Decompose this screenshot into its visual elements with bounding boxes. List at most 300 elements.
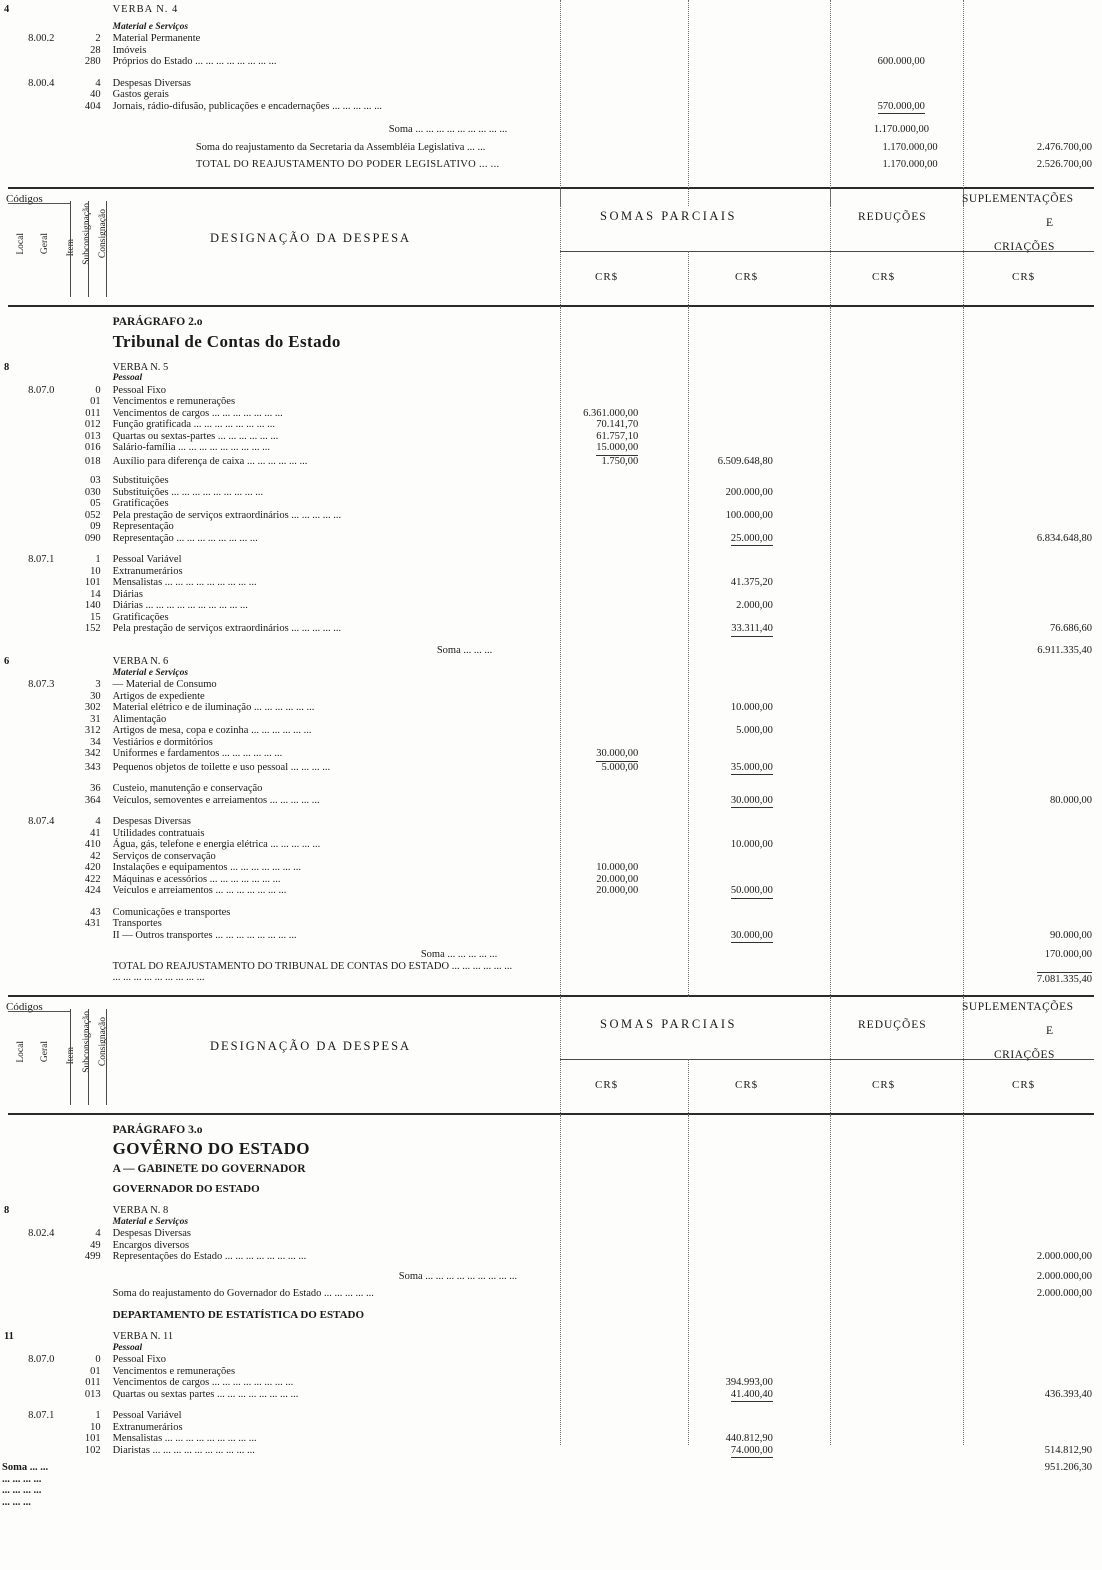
header-criacoes: CRIAÇÕES xyxy=(994,240,1055,253)
cell-parcial-2-value: 74.000,00 xyxy=(731,1445,773,1459)
cell-designacao: Extranumerários xyxy=(112,565,183,577)
cell-parcial-1: 1.750,00 xyxy=(601,455,639,467)
cell-item: 4 xyxy=(95,77,101,89)
cell-local: 8 xyxy=(4,1205,10,1216)
table-header-2 xyxy=(0,997,1102,1115)
table-row xyxy=(0,498,1102,510)
header-crs-parc2: CR$ xyxy=(735,270,759,283)
verba-row xyxy=(0,1331,1102,1343)
divider-subconsig xyxy=(88,1009,89,1105)
header-designacao: DESIGNAÇÃO DA DESPESA xyxy=(210,1039,412,1053)
cell-item: 140 xyxy=(84,600,101,611)
table-row xyxy=(0,1389,1102,1403)
verba-title: VERBA N. 5 xyxy=(112,361,169,373)
cell-designacao: Gratificações xyxy=(112,611,169,623)
cell-designacao: Artigos de expediente xyxy=(112,690,205,702)
cell-parcial-2-value: 25.000,00 xyxy=(731,533,773,547)
header-crs-parc1: CR$ xyxy=(595,270,619,283)
cell-designacao: Artigos de mesa, copa e cozinha ... ... ... ... ... ... xyxy=(112,725,312,736)
cell-item: 422 xyxy=(84,873,101,885)
cell-designacao: Despesas Diversas xyxy=(112,1228,192,1239)
verba-subtitle-row xyxy=(0,373,1102,385)
total-tribunal-sup: 7.081.335,40 xyxy=(1036,973,1092,985)
table-row xyxy=(0,816,1102,828)
verba-subtitle-row xyxy=(0,668,1102,680)
cell-item: 013 xyxy=(84,430,101,442)
table-row xyxy=(0,1422,1102,1434)
cell-parcial-1: 10.000,00 xyxy=(596,862,639,873)
cell-designacao: Jornais, rádio-difusão, publicações e encadernações ... ... ... ... ... xyxy=(112,100,382,112)
soma-row xyxy=(0,124,1102,136)
cell-designacao: Pessoal Variável xyxy=(112,554,182,565)
table-row xyxy=(0,1228,1102,1240)
cell-suplementacao: 90.000,00 xyxy=(1050,929,1092,941)
cell-item: 03 xyxy=(90,475,101,486)
cell-designacao: Representação xyxy=(112,521,174,532)
cell-designacao: Pela prestação de serviços extraordinários ... ... ... ... ... xyxy=(112,623,342,634)
table-row xyxy=(0,419,1102,431)
cell-parcial-1 xyxy=(522,748,650,762)
cell-item: 05 xyxy=(90,498,101,509)
soma-governador-row xyxy=(0,1288,1102,1300)
cell-parcial-2: 6.509.648,80 xyxy=(717,455,773,467)
table-header-1 xyxy=(0,189,1102,307)
cell-item: 030 xyxy=(84,486,101,498)
total-poder-label: TOTAL DO REAJUSTAMENTO DO PODER LEGISLATIVO ... ... xyxy=(195,159,500,170)
cell-item: 052 xyxy=(84,509,101,521)
cell-parcial-1: 5.000,00 xyxy=(601,761,639,773)
cell-designacao: Comunicações e transportes xyxy=(112,906,231,918)
cell-parcial-2 xyxy=(650,930,795,944)
cell-item: 012 xyxy=(84,419,101,430)
soma-label: Soma ... ... ... xyxy=(436,644,493,656)
table-row xyxy=(0,737,1102,749)
cell-geral: 8.07.1 xyxy=(28,1410,55,1421)
cell-designacao: Pela prestação de serviços extraordinários ... ... ... ... ... xyxy=(112,509,342,521)
cell-parcial-2-value: 35.000,00 xyxy=(731,762,773,776)
cell-item: 10 xyxy=(90,1421,101,1433)
cell-designacao: II — Outros transportes ... ... ... ... ... ... ... ... xyxy=(112,929,297,941)
header-crs-parc2: CR$ xyxy=(735,1079,759,1091)
cell-item: 41 xyxy=(90,827,101,839)
cell-item: 42 xyxy=(90,850,101,862)
cell-parcial-2-value: 30.000,00 xyxy=(731,795,773,809)
table-row xyxy=(0,1433,1102,1445)
cell-item: 101 xyxy=(84,1433,101,1444)
cell-item: 364 xyxy=(84,794,101,806)
header-consignacao: Consignação xyxy=(98,1017,108,1067)
table-row xyxy=(0,589,1102,601)
cell-item: 011 xyxy=(85,407,101,419)
cell-parcial-2: 41.375,20 xyxy=(730,577,773,588)
total-poder-sup: 2.526.700,00 xyxy=(1036,159,1092,170)
cell-designacao: Gastos gerais xyxy=(112,89,169,100)
cell-parcial-2 xyxy=(650,623,795,637)
org-departamento-label: DEPARTAMENTO DE ESTATÍSTICA DO ESTADO xyxy=(112,1308,365,1321)
org-governador-row xyxy=(0,1184,1102,1196)
cell-designacao: Vencimentos de cargos ... ... ... ... ... ... ... ... xyxy=(112,1377,294,1388)
cell-item: 09 xyxy=(90,521,101,532)
cell-item: 43 xyxy=(90,906,101,918)
cell-designacao: Função gratificada ... ... ... ... ... ... ... ... xyxy=(112,419,275,430)
header-somas-parciais: SOMAS PARCIAIS xyxy=(600,1017,738,1031)
reducao-value: 570.000,00 xyxy=(878,101,925,115)
table-row xyxy=(0,839,1102,851)
table-row xyxy=(0,1366,1102,1378)
cell-designacao: Transportes xyxy=(112,918,162,929)
table-row xyxy=(0,1410,1102,1422)
verba-subtitle-row xyxy=(0,1217,1102,1229)
verba8-rows xyxy=(0,1228,1102,1263)
cell-item: 090 xyxy=(84,532,101,544)
verba-row xyxy=(0,1205,1102,1217)
cell-designacao: Material Permanente xyxy=(112,33,201,44)
header-subconsignacao: Subconsignação xyxy=(82,202,92,265)
soma-final-label: Soma ... ... ... ... ... ... ... ... ... ... ... ... ... xyxy=(2,1462,49,1508)
divider-sup xyxy=(963,997,964,1115)
cell-suplementacao: 76.686,60 xyxy=(1050,623,1092,634)
cell-item: 15 xyxy=(90,611,101,623)
gabinete-row xyxy=(0,1164,1102,1176)
section-title: Tribunal de Contas do Estado xyxy=(112,332,341,351)
divider-parc xyxy=(560,189,561,307)
table-row xyxy=(0,885,1102,899)
section-governo-do-estado xyxy=(0,1115,1102,1508)
header-somas-parciais: SOMAS PARCIAIS xyxy=(600,208,738,223)
cell-local: 11 xyxy=(4,1331,14,1342)
table-row xyxy=(0,510,1102,522)
total-poder-row xyxy=(0,159,1102,171)
cell-designacao: Pequenos objetos de toilette e uso pessoal ... ... ... ... xyxy=(112,761,331,773)
verba-title: VERBA N. 4 xyxy=(112,4,179,15)
cell-designacao: Serviços de conservação xyxy=(112,850,216,862)
soma-secretaria-sup: 2.476.700,00 xyxy=(1036,141,1092,153)
header-crs-sup: CR$ xyxy=(1012,270,1036,283)
cell-designacao: Alimentação xyxy=(112,713,167,725)
cell-parcial-2: 10.000,00 xyxy=(730,839,773,850)
cell-designacao: Diárias xyxy=(112,588,143,600)
soma-governador-label: Soma do reajustamento do Governador do Estado ... ... ... ... ... xyxy=(112,1288,374,1299)
table-row xyxy=(0,714,1102,726)
cell-item: 016 xyxy=(84,442,101,453)
table-row xyxy=(0,431,1102,443)
table-row xyxy=(0,783,1102,795)
cell-geral: 8.07.4 xyxy=(28,816,55,827)
cell-geral: 8.02.4 xyxy=(28,1228,55,1239)
cell-designacao: Pessoal Fixo xyxy=(112,1354,166,1365)
verba-subtitle: Pessoal xyxy=(112,373,143,383)
verba5-rows xyxy=(0,385,1102,637)
gabinete-label: A — GABINETE DO GOVERNADOR xyxy=(112,1163,306,1175)
header-crs-parc1: CR$ xyxy=(595,1079,619,1091)
cell-designacao: Mensalistas ... ... ... ... ... ... ... ... ... xyxy=(112,577,257,588)
cell-designacao: Água, gás, telefone e energia elétrica ... ... ... ... ... xyxy=(112,839,321,850)
header-criacoes: CRIAÇÕES xyxy=(994,1049,1055,1061)
top-rows xyxy=(0,33,1102,114)
cell-item: 3 xyxy=(95,679,101,690)
cell-designacao: Custeio, manutenção e conservação xyxy=(112,783,263,794)
cell-item: 431 xyxy=(84,918,101,929)
table-row xyxy=(0,874,1102,886)
table-row xyxy=(0,702,1102,714)
divider-red xyxy=(830,189,831,307)
org-departamento-row xyxy=(0,1310,1102,1322)
cell-item: 01 xyxy=(90,396,101,407)
header-codigos: Códigos xyxy=(6,192,43,205)
header-crs-red: CR$ xyxy=(872,270,896,283)
cell-parcial-2: 200.000,00 xyxy=(725,486,773,498)
cell-designacao: Pessoal Variável xyxy=(112,1410,182,1421)
cell-geral: 8.07.1 xyxy=(28,554,55,565)
header-local: Local xyxy=(16,1041,26,1063)
cell-parcial-1: 20.000,00 xyxy=(596,873,639,885)
cell-item: 2 xyxy=(95,33,101,44)
divider-item xyxy=(70,201,71,297)
cell-item: 013 xyxy=(84,1388,101,1400)
table-row xyxy=(0,566,1102,578)
verba-subtitle: Material e Serviços xyxy=(112,667,189,678)
verba-title: VERBA N. 11 xyxy=(112,1331,174,1342)
cell-item: 10 xyxy=(90,565,101,577)
cell-designacao: Substituições xyxy=(112,475,169,486)
cell-item: 152 xyxy=(84,623,101,634)
cell-designacao: Utilidades contratuais xyxy=(112,827,205,839)
total-tribunal-label: TOTAL DO REAJUSTAMENTO DO TRIBUNAL DE CONTAS DO ESTADO ... ... ... ... ... ... ... ... ... ... ... ... ... ... ... xyxy=(112,960,513,983)
cell-designacao: Vencimentos e remunerações xyxy=(112,1365,236,1377)
header-item: Item xyxy=(66,238,76,256)
table-row xyxy=(0,533,1102,547)
divider-consig xyxy=(106,201,107,297)
cell-designacao: Encargos diversos xyxy=(112,1239,190,1251)
total-poder-value: 1.170.000,00 xyxy=(882,159,938,170)
cell-parcial-2 xyxy=(650,885,795,899)
soma-label: Soma ... ... ... ... ... ... ... ... ... xyxy=(388,124,508,135)
soma-governador-value: 2.000.000,00 xyxy=(1036,1288,1092,1299)
table-row xyxy=(0,1377,1102,1389)
table-row xyxy=(0,1445,1102,1459)
page-number-row xyxy=(0,4,1102,16)
header-e: E xyxy=(1046,1025,1054,1037)
cell-designacao: Representação ... ... ... ... ... ... ... ... xyxy=(112,532,258,544)
cell-designacao: Máquinas e acessórios ... ... ... ... ... ... ... xyxy=(112,873,281,885)
cell-reducao xyxy=(795,101,951,115)
header-reducoes: REDUÇÕES xyxy=(858,1019,927,1031)
verba-row xyxy=(0,656,1102,668)
table-row xyxy=(0,748,1102,762)
soma-final-value: 951.206,30 xyxy=(1044,1462,1092,1473)
total-tribunal-value xyxy=(951,961,1102,986)
soma-final-row xyxy=(0,1462,1102,1508)
table-row xyxy=(0,396,1102,408)
soma-label: Soma ... ... ... ... ... xyxy=(420,949,498,960)
soma-label: Soma ... ... ... ... ... ... ... ... ... xyxy=(398,1270,518,1282)
table-row xyxy=(0,918,1102,930)
cell-item: 4 xyxy=(95,816,101,827)
page-number: 4 xyxy=(4,4,10,15)
cell-parcial-2 xyxy=(650,795,795,809)
table-row xyxy=(0,691,1102,703)
table-row xyxy=(0,521,1102,533)
cell-item: 0 xyxy=(95,1354,101,1365)
cell-item: 1 xyxy=(95,1410,101,1421)
cell-item: 31 xyxy=(90,713,101,725)
cell-geral: 8.00.4 xyxy=(28,77,55,89)
verba-title: VERBA N. 8 xyxy=(112,1205,169,1216)
cell-item: 280 xyxy=(84,56,101,67)
cell-designacao: Substituições ... ... ... ... ... ... ... ... ... xyxy=(112,486,264,498)
total-tribunal-row xyxy=(0,961,1102,986)
cell-item: 342 xyxy=(84,748,101,759)
soma-secretaria-value: 1.170.000,00 xyxy=(882,141,938,153)
cell-parcial-1: 70.141,70 xyxy=(596,419,639,430)
header-local: Local xyxy=(16,232,26,255)
cell-designacao: Representações do Estado ... ... ... ... ... ... ... ... xyxy=(112,1251,307,1262)
cell-designacao: Gratificações xyxy=(112,498,169,509)
cell-item: 312 xyxy=(84,725,101,736)
cell-parcial-2 xyxy=(650,533,795,547)
cell-item: 410 xyxy=(84,839,101,850)
cell-suplementacao: 514.812,90 xyxy=(1044,1444,1092,1456)
table-row xyxy=(0,600,1102,612)
cell-designacao: Material elétrico e de iluminação ... ... ... ... ... ... xyxy=(112,702,315,713)
table-row xyxy=(0,762,1102,776)
cell-item: 0 xyxy=(95,384,101,396)
header-designacao: DESIGNAÇÃO DA DESPESA xyxy=(210,230,412,245)
table-row xyxy=(0,577,1102,589)
divider-parc2 xyxy=(688,251,689,307)
header-geral: Geral xyxy=(40,232,50,254)
cell-item: 1 xyxy=(95,554,101,565)
divider-item xyxy=(70,1009,71,1105)
verba-subtitle: Material e Serviços xyxy=(112,21,189,32)
divider-consig xyxy=(106,1009,107,1105)
header-consignacao: Consignação xyxy=(98,208,108,258)
table-row xyxy=(0,623,1102,637)
cell-item: 499 xyxy=(84,1251,101,1262)
table-row xyxy=(0,456,1102,468)
cell-parcial-2-value: 41.400,40 xyxy=(731,1389,773,1403)
cell-designacao: Veículos, semoventes e arreiamentos ... ... ... ... ... xyxy=(112,794,320,806)
table-row xyxy=(0,33,1102,45)
soma-value: 170.000,00 xyxy=(1044,949,1093,960)
divider-red xyxy=(830,997,831,1115)
divider-parc2 xyxy=(688,1059,689,1115)
paragrafo-label: PARÁGRAFO 3.o xyxy=(112,1124,203,1136)
cell-local: 6 xyxy=(4,656,10,667)
header-geral: Geral xyxy=(40,1041,50,1063)
divider-subconsig xyxy=(88,201,89,297)
table-row xyxy=(0,385,1102,397)
soma-row xyxy=(0,949,1102,961)
cell-suplementacao: 2.000.000,00 xyxy=(1036,1251,1092,1262)
cell-designacao: Vestiários e dormitórios xyxy=(112,736,213,748)
header-crs-red: CR$ xyxy=(872,1079,896,1091)
cell-geral: 8.07.3 xyxy=(28,679,55,690)
cell-parcial-1-value: 30.000,00 xyxy=(596,748,638,762)
cell-designacao: Veículos e arreiamentos ... ... ... ... ... ... ... xyxy=(112,885,287,896)
section-title-row xyxy=(0,1138,1102,1158)
header-e: E xyxy=(1046,216,1054,229)
cell-designacao: Vencimentos de cargos ... ... ... ... ... ... ... xyxy=(112,407,283,419)
cell-item: 420 xyxy=(84,862,101,873)
cell-designacao: Quartas ou sextas partes ... ... ... ... ... ... ... ... xyxy=(112,1388,299,1400)
cell-suplementacao: 6.834.648,80 xyxy=(1036,532,1092,544)
cell-parcial-2-value: 50.000,00 xyxy=(731,885,773,899)
cell-item: 49 xyxy=(90,1239,101,1251)
cell-designacao: Quartas ou sextas-partes ... ... ... ... ... ... xyxy=(112,430,279,442)
cell-designacao: Diaristas ... ... ... ... ... ... ... ... ... ... xyxy=(112,1444,255,1456)
soma-value: 2.000.000,00 xyxy=(1036,1270,1092,1282)
table-row xyxy=(0,554,1102,566)
table-row xyxy=(0,851,1102,863)
cell-item: 101 xyxy=(84,577,101,588)
header-suplementacoes: SUPLEMENTAÇÕES xyxy=(962,192,1074,205)
cell-parcial-1 xyxy=(522,442,650,456)
cell-designacao: — Material de Consumo xyxy=(112,679,217,690)
divider-sup xyxy=(963,189,964,307)
cell-designacao: Mensalistas ... ... ... ... ... ... ... ... ... xyxy=(112,1433,257,1444)
table-row xyxy=(0,442,1102,456)
cell-parcial-2 xyxy=(650,1389,795,1403)
table-row xyxy=(0,828,1102,840)
cell-designacao: Vencimentos e remunerações xyxy=(112,396,236,407)
table-row xyxy=(0,1240,1102,1252)
table-row xyxy=(0,56,1102,68)
table-row xyxy=(0,487,1102,499)
cell-suplementacao: 436.393,40 xyxy=(1044,1388,1092,1400)
cell-parcial-1: 6.361.000,00 xyxy=(583,407,639,419)
verba11-rows xyxy=(0,1354,1102,1458)
soma-row xyxy=(0,1271,1102,1283)
table-row xyxy=(0,101,1102,115)
cell-parcial-2: 5.000,00 xyxy=(736,725,773,736)
table-row xyxy=(0,1354,1102,1366)
cell-item: 424 xyxy=(84,885,101,896)
cell-parcial-2: 100.000,00 xyxy=(725,509,773,521)
table-row xyxy=(0,795,1102,809)
cell-parcial-2: 394.993,00 xyxy=(725,1377,773,1388)
table-row xyxy=(0,1251,1102,1263)
table-row xyxy=(0,725,1102,737)
paragrafo-row xyxy=(0,317,1102,329)
verba-row xyxy=(0,362,1102,374)
soma-secretaria-row xyxy=(0,142,1102,154)
cell-parcial-2: 2.000,00 xyxy=(736,600,773,611)
header-reducoes: REDUÇÕES xyxy=(858,210,927,223)
soma-secretaria-label: Soma do reajustamento da Secretaria da Assembléia Legislativa ... ... xyxy=(195,141,486,153)
cell-geral: 8.07.0 xyxy=(28,1354,55,1365)
section-title-row xyxy=(0,332,1102,351)
cell-designacao: Despesas Diversas xyxy=(112,77,192,89)
table-row xyxy=(0,862,1102,874)
cell-parcial-2-value: 30.000,00 xyxy=(731,930,773,944)
cell-parcial-1-value: 15.000,00 xyxy=(596,442,638,456)
verba-subtitle: Pessoal xyxy=(112,1342,143,1353)
table-row xyxy=(0,679,1102,691)
cell-item: 343 xyxy=(84,761,101,773)
cell-parcial-2: 440.812,90 xyxy=(725,1433,773,1444)
cell-item: 011 xyxy=(85,1377,101,1388)
cell-item: 01 xyxy=(90,1365,101,1377)
cell-item: 34 xyxy=(90,736,101,748)
org-governador-label: GOVERNADOR DO ESTADO xyxy=(112,1182,260,1195)
table-row xyxy=(0,907,1102,919)
header-suplementacoes: SUPLEMENTAÇÕES xyxy=(962,1001,1074,1013)
table-row xyxy=(0,408,1102,420)
header-item: Item xyxy=(66,1047,76,1065)
divider-parc xyxy=(560,997,561,1115)
table-row xyxy=(0,930,1102,944)
